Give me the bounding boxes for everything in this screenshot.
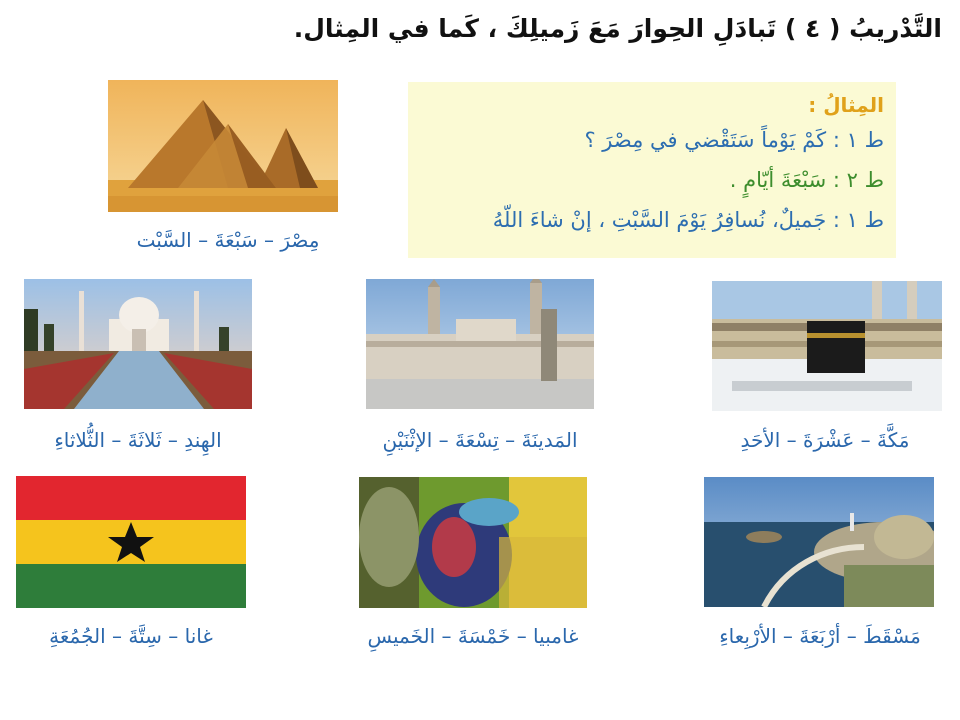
- exercise-title: التَّدْريبُ ( ٤ ) تَبادَلِ الحِوارَ مَعَ زَميلِكَ ، كَما في المِثال.: [293, 14, 942, 43]
- item-caption-makkah: مَكَّةَ – عَشْرَةَ – الأحَدِ: [740, 428, 910, 452]
- ghana-flag-image: [16, 476, 246, 608]
- kaaba-image: [712, 281, 942, 411]
- madinah-mosque-image: [366, 279, 594, 409]
- dialogue-line-3: ط ١ : جَميلٌ، نُسافِرُ يَوْمَ السَّبْتِ ، إنْ شاءَ اللّهُ: [492, 208, 884, 232]
- item-caption-madinah: المَدينَةَ – تِسْعَةَ – الإثْنَيْنِ: [382, 428, 578, 452]
- taj-mahal-image: [24, 279, 252, 409]
- item-caption-india: الهِندِ – ثَلاثَةَ – الثُّلاثاءِ: [54, 428, 222, 452]
- pyramids-image: [108, 80, 338, 212]
- item-caption-ghana: غانا – سِتَّةَ – الجُمُعَةِ: [49, 624, 213, 648]
- example-dialogue-box: [408, 82, 896, 258]
- item-caption-egypt: مِصْرَ – سَبْعَةَ – السَّبْت: [136, 228, 320, 252]
- gambia-field-image: [359, 477, 587, 608]
- example-heading: المِثالُ :: [808, 93, 884, 117]
- muscat-coast-image: [704, 477, 934, 607]
- item-caption-gambia: غامبيا – خَمْسَةَ – الخَميسِ: [367, 624, 579, 648]
- item-caption-muscat: مَسْقَطَ – أرْبَعَةَ – الأرْبِعاءِ: [719, 624, 921, 648]
- dialogue-line-1: ط ١ : كَمْ يَوْماً سَتَقْضي في مِصْرَ ؟: [584, 128, 884, 152]
- dialogue-line-2: ط ٢ : سَبْعَةَ أيّامٍ .: [729, 168, 884, 192]
